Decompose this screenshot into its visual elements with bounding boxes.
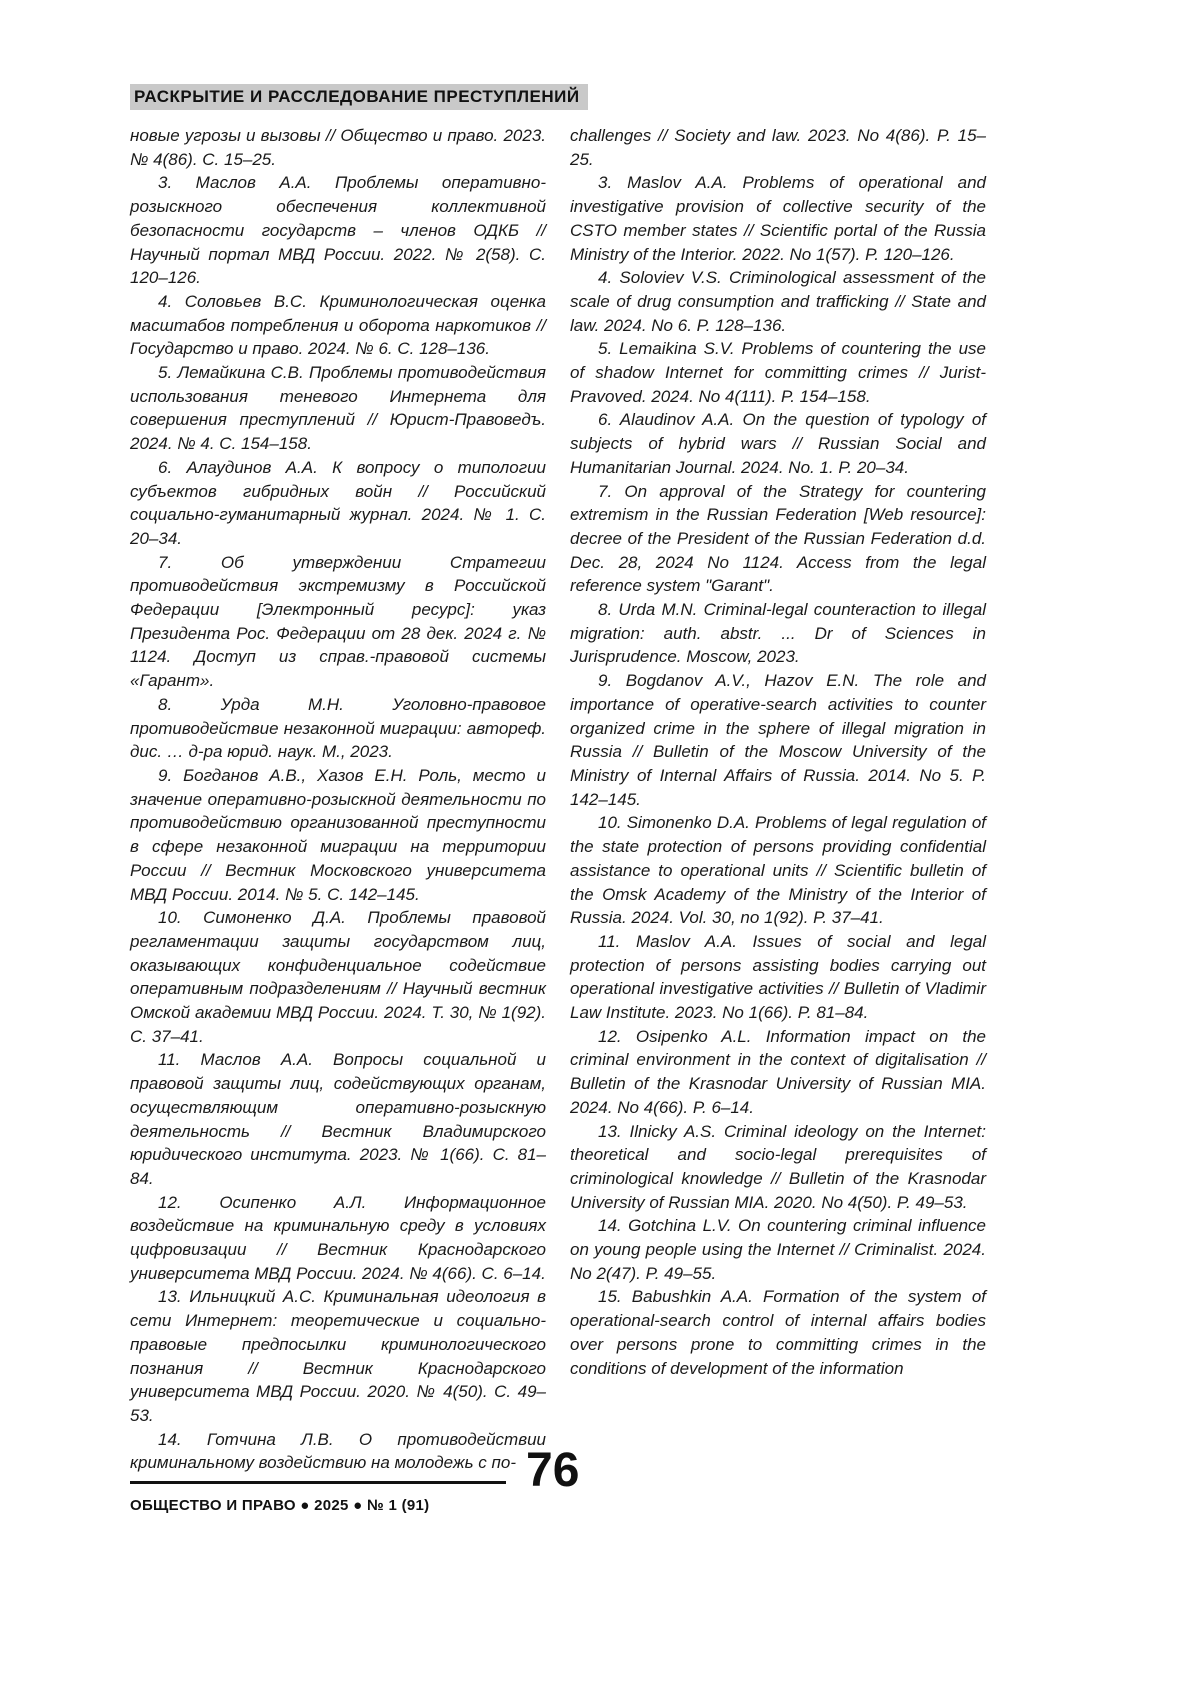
reference-item: 9. Bogdanov A.V., Hazov E.N. The role and importance of operative-search activities to counter organized crime in the sphere of illegal migration in Russia // Bulletin of the Moscow University of the Ministry of Internal Affairs of Russia. 2014. No 5. P. 142–145. bbox=[570, 671, 986, 809]
reference-item: 6. Алаудинов А.А. К вопросу о типологии субъектов гибридных войн // Российский социально-гуманитарный журнал. 2024. № 1. С. 20–34. bbox=[130, 457, 546, 548]
reference-item: 11. Маслов А.А. Вопросы социальной и правовой защиты лиц, содействующих органам, осуществляющим оперативно-розыскную деятельность // Вестник Владимирского юридического института. 2023. № 1(66). С. 81–84. bbox=[130, 1050, 546, 1188]
section-header bbox=[130, 84, 588, 110]
reference-item: 3. Маслов А.А. Проблемы оперативно-розыскного обеспечения коллективной безопасности государств – членов ОДКБ // Научный портал МВД России. 2022. № 2(58). С. 120–126. bbox=[130, 173, 546, 288]
footer-rule bbox=[130, 1481, 506, 1484]
reference-item: 7. On approval of the Strategy for countering extremism in the Russian Federation [Web resource]: decree of the President of the Russian Federation d.d. Dec. 28, 2024 No 1124. Access from the legal reference system "Garant". bbox=[570, 481, 986, 596]
reference-item: 12. Осипенко А.Л. Информационное воздействие на криминальную среду в условиях цифровизации // Вестник Краснодарского университета МВД России. 2024. № 4(66). С. 6–14. bbox=[130, 1192, 546, 1283]
journal-info: ОБЩЕСТВО И ПРАВО ● 2025 ● № 1 (91) bbox=[130, 1496, 430, 1514]
reference-item: 14. Gotchina L.V. On countering criminal influence on young people using the Internet // Criminalist. 2024. No 2(47). P. 49–55. bbox=[570, 1216, 986, 1283]
reference-item: 10. Симоненко Д.А. Проблемы правовой регламентации защиты государством лиц, оказывающих конфиденциальное содействие оперативным подразделениям // Научный вестник Омской академии МВД России. 2024. Т. 30, № 1(92). С. 37–41. bbox=[130, 908, 546, 1046]
reference-item: 8. Urda M.N. Criminal-legal counteraction to illegal migration: auth. abstr. ... Dr of Sciences in Jurisprudence. Moscow, 2023. bbox=[570, 600, 986, 667]
reference-item: 15. Babushkin A.A. Formation of the system of operational-search control of internal affairs bodies over persons prone to committing crimes in the conditions of development of the information bbox=[570, 1287, 986, 1378]
reference-item: 10. Simonenko D.A. Problems of legal regulation of the state protection of persons providing confidential assistance to operational units // Scientific bulletin of the Omsk Academy of the Ministry of the Interior of Russia. 2024. Vol. 30, no 1(92). P. 37–41. bbox=[570, 813, 986, 928]
reference-item: 9. Богданов А.В., Хазов Е.Н. Роль, место и значение оперативно-розыскной деятельности по противодействию организованной преступности в сфере незаконной миграции на территории России // Вестник Московского университета МВД России. 2014. № 5. С. 142–145. bbox=[130, 765, 546, 904]
footer-row bbox=[130, 1444, 986, 1497]
reference-item: 13. Ilnicky A.S. Criminal ideology on the Internet: theoretical and socio-legal prerequisites of criminological knowledge // Bulletin of the Krasnodar University of Russian MIA. 2020. No 4(50). P. 49–53. bbox=[570, 1121, 986, 1212]
reference-item: 6. Alaudinov A.A. On the question of typology of subjects of hybrid wars // Russian Social and Humanitarian Journal. 2024. No. 1. P. 20–34. bbox=[570, 410, 986, 477]
reference-item: 8. Урда М.Н. Уголовно-правовое противодействие незаконной миграции: автореф. дис. … д-ра юрид. наук. М., 2023. bbox=[130, 694, 546, 762]
two-column-layout bbox=[130, 124, 986, 1475]
reference-item: новые угрозы и вызовы // Общество и право. 2023. № 4(86). С. 15–25. bbox=[130, 126, 546, 169]
reference-item: challenges // Society and law. 2023. No 4(86). P. 15–25. bbox=[570, 126, 986, 169]
reference-item: 12. Osipenko A.L. Information impact on the criminal environment in the context of digitalisation // Bulletin of the Krasnodar University of Russian MIA. 2024. No 4(66). P. 6–14. bbox=[570, 1026, 986, 1117]
reference-item: 13. Ильницкий А.С. Криминальная идеология в сети Интернет: теоретические и социально-правовые предпосылки криминологического познания // Вестник Краснодарского университета МВД России. 2020. № 4(50). С. 49–53. bbox=[130, 1287, 546, 1425]
reference-item: 5. Lemaikina S.V. Problems of countering the use of shadow Internet for committing crimes // Jurist-Pravoved. 2024. No 4(111). P. 154–158. bbox=[570, 339, 986, 406]
references-column-russian bbox=[130, 124, 546, 1475]
page-footer bbox=[130, 1444, 986, 1514]
reference-item: 4. Soloviev V.S. Criminological assessment of the scale of drug consumption and trafficking // State and law. 2024. No 6. P. 128–136. bbox=[570, 268, 986, 335]
reference-item: 14. Готчина Л.В. О противодействии криминальному воздействию на молодежь с по- bbox=[130, 1429, 546, 1473]
reference-item: 11. Maslov A.A. Issues of social and legal protection of persons assisting bodies carrying out operational investigative activities // Bulletin of Vladimir Law Institute. 2023. No 1(66). P. 81–84. bbox=[570, 931, 986, 1023]
page-content bbox=[130, 84, 986, 1475]
reference-item: 7. Об утверждении Стратегии противодействия экстремизму в Российской Федерации [Электронный ресурс]: указ Президента Рос. Федерации от 28 дек. 2024 г. № 1124. Доступ из справ.-правовой системы «Гарант». bbox=[130, 552, 546, 691]
page-number: 76 bbox=[526, 1444, 580, 1497]
reference-item: 3. Maslov A.A. Problems of operational and investigative provision of collective security of the CSTO member states // Scientific portal of the Russia Ministry of the Interior. 2022. No 1(57). P. 120–126. bbox=[570, 173, 986, 264]
section-title: РАСКРЫТИЕ И РАССЛЕДОВАНИЕ ПРЕСТУПЛЕНИЙ bbox=[134, 87, 580, 106]
reference-item: 4. Соловьев В.С. Криминологическая оценка масштабов потребления и оборота наркотиков // Государство и право. 2024. № 6. С. 128–136. bbox=[130, 291, 546, 359]
reference-item: 5. Лемайкина С.В. Проблемы противодействия использования теневого Интернета для совершения преступлений // Юрист-Правоведъ. 2024. № 4. С. 154–158. bbox=[130, 363, 546, 454]
references-column-english bbox=[570, 124, 986, 1475]
